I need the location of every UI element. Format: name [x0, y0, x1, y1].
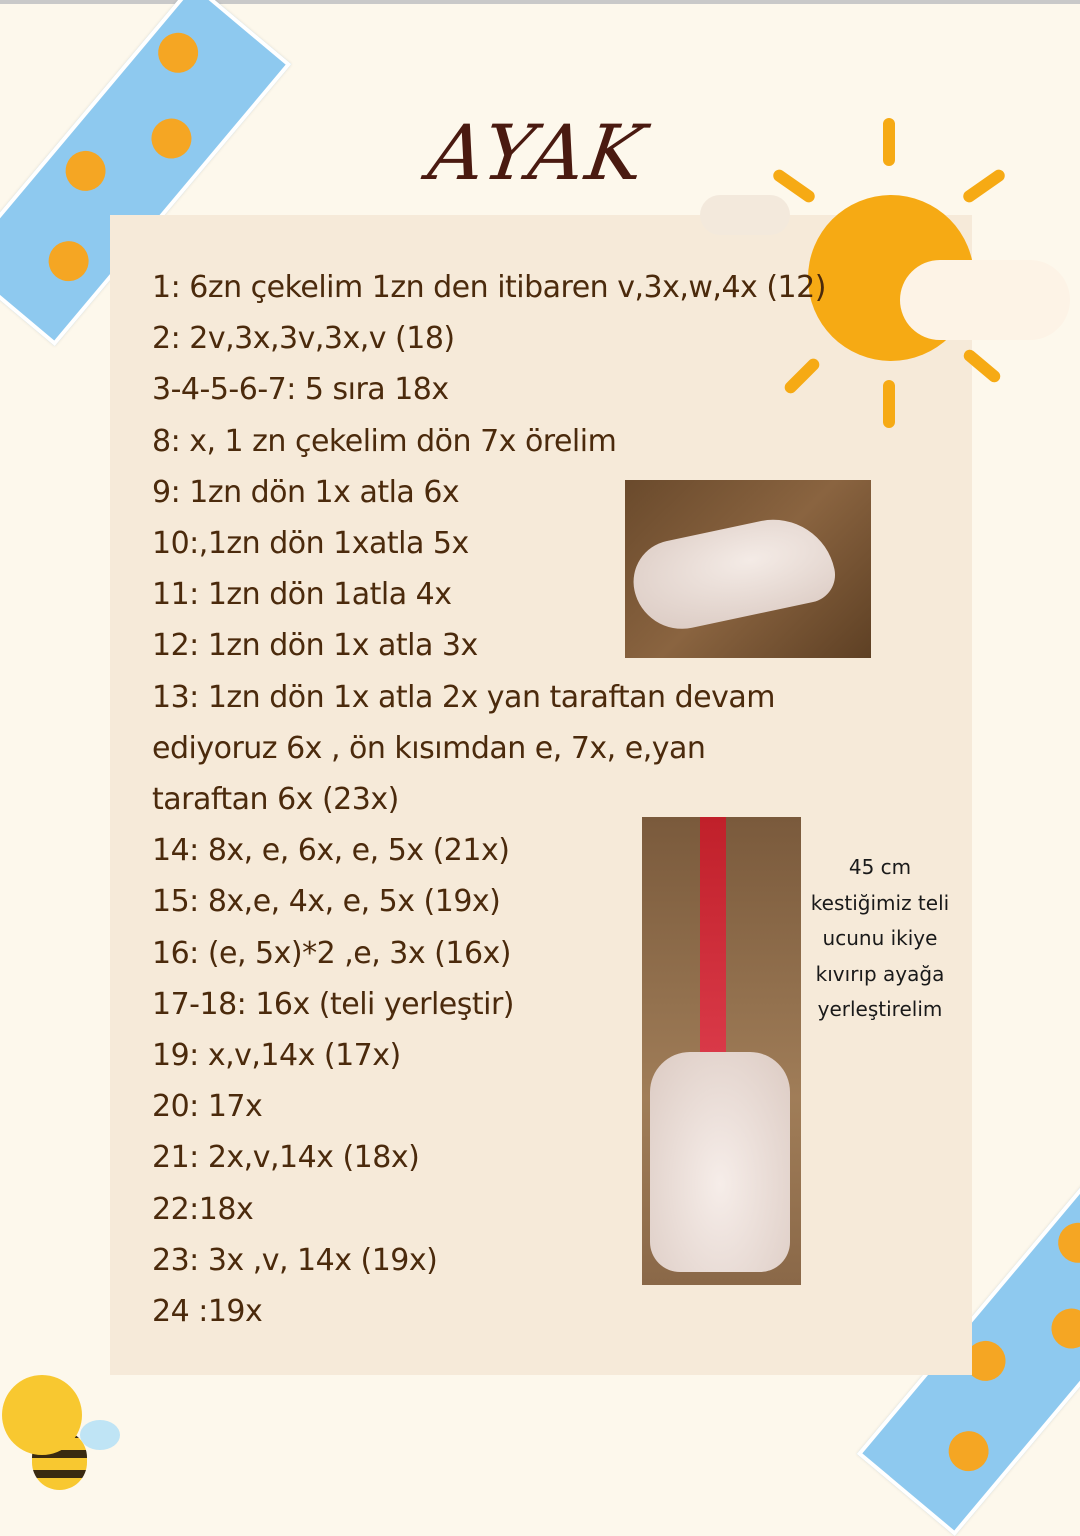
instruction-line: 22:18x [152, 1191, 254, 1227]
instruction-line: 15: 8x,e, 4x, e, 5x (19x) [152, 884, 501, 920]
instruction-line: 14: 8x, e, 6x, e, 5x (21x) [152, 833, 510, 869]
cloud-icon [700, 195, 790, 235]
sun-ray [961, 167, 1007, 204]
instruction-line: taraftan 6x (23x) [152, 782, 399, 818]
instruction-line: 21: 2x,v,14x (18x) [152, 1140, 420, 1176]
instruction-line: 8: x, 1 zn çekelim dön 7x örelim [152, 423, 617, 459]
bee-wing [80, 1420, 120, 1450]
instruction-line: 19: x,v,14x (17x) [152, 1038, 401, 1074]
instruction-line: 16: (e, 5x)*2 ,e, 3x (16x) [152, 935, 511, 971]
page-title: AYAK [423, 108, 653, 197]
note-line: 45 cm [848, 855, 912, 879]
instruction-line: ediyoruz 6x , ön kısımdan e, 7x, e,yan [152, 730, 706, 766]
instruction-line: 13: 1zn dön 1x atla 2x yan taraftan devam [152, 679, 775, 715]
instruction-line: 2: 2v,3x,3v,3x,v (18) [152, 321, 455, 357]
note-line: kestiğimiz teli [810, 890, 950, 915]
note-line: yerleştirelim [817, 997, 943, 1021]
sun-ray [883, 380, 895, 428]
note-line: ucunu ikiye [822, 926, 938, 950]
instruction-line: 10:,1zn dön 1xatla 5x [152, 526, 469, 562]
instruction-line: 20: 17x [152, 1089, 263, 1125]
instruction-line: 9: 1zn dön 1x atla 6x [152, 474, 460, 510]
instruction-line: 11: 1zn dön 1atla 4x [152, 577, 452, 613]
instruction-line: 24 :19x [152, 1294, 263, 1330]
crochet-foot-photo [625, 480, 871, 658]
instruction-line: 3-4-5-6-7: 5 sıra 18x [152, 372, 449, 408]
cloud-icon [900, 260, 1070, 340]
instruction-line: 23: 3x ,v, 14x (19x) [152, 1242, 438, 1278]
foot-with-wire-photo [642, 817, 801, 1285]
top-border [0, 0, 1080, 4]
instruction-line: 12: 1zn dön 1x atla 3x [152, 628, 478, 664]
wire-note [800, 850, 960, 1028]
crochet-foot [650, 1052, 790, 1272]
instruction-line: 17-18: 16x (teli yerleştir) [152, 986, 515, 1022]
instruction-line: 1: 6zn çekelim 1zn den itibaren v,3x,w,4x (12) [152, 270, 826, 305]
bee-icon [2, 1375, 82, 1455]
note-line: kıvırıp ayağa [815, 961, 945, 986]
sun-ray [883, 118, 895, 166]
crochet-foot [626, 508, 840, 638]
